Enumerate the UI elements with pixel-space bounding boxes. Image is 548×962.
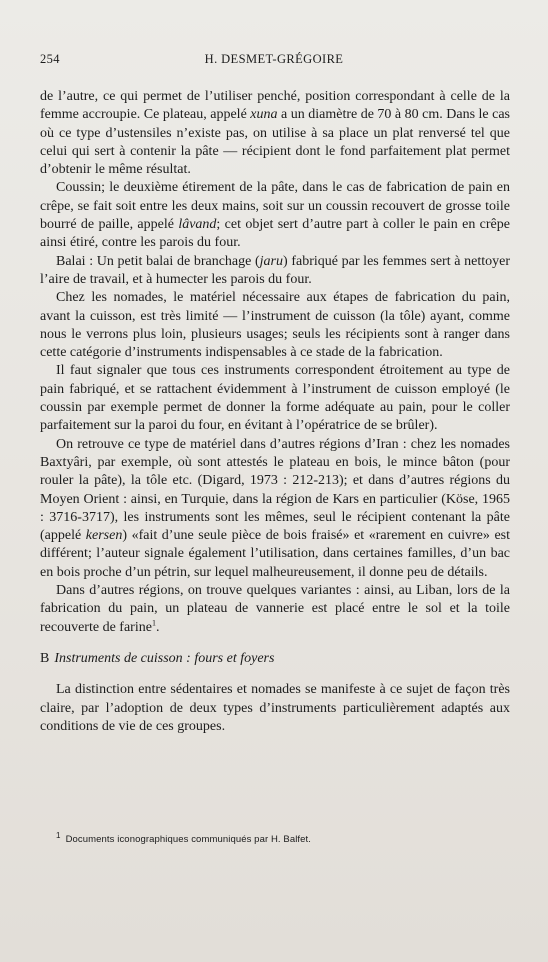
italic-term: lâvand — [178, 217, 217, 233]
page-header — [40, 52, 508, 72]
footnote-marker: 1 — [56, 830, 61, 840]
paragraph — [40, 179, 510, 252]
text-run: Coussin; le deuxième étirement de la pâte, dans le cas de fabrication de pain en crêpe, se fait soit entre les deux mains, soit sur un coussin recouvert de grosse toile bourré de paille, appelé — [40, 180, 510, 233]
text-run: ) fabriqué par les femmes sert à nettoyer l’aire de travail, et à humecter les parois du four. — [40, 253, 510, 287]
text-run: ; cet objet sert d’autre part à coller le pain en crêpe ainsi étiré, contre les parois du four. — [40, 217, 510, 251]
section-heading — [40, 650, 510, 668]
text-run: Chez les nomades, le matériel nécessaire aux étapes de fabrication du pain, avant la cuisson, est très limité — l’instrument de cuisson (la tôle) ayant, comme nous le verrons plus loin, plusieurs usages; seuls les récipients sont à ranger dans cette catégorie d’instruments indispensables à ce stade de la fabrication. — [40, 290, 510, 361]
text-run: a un diamètre de 70 à 80 cm. Dans le cas où ce type d’ustensiles n’existe pas, on utilise à sa place un plat renversé tel que celui qui sert à contenir la pâte — récipient dont le fond parfaitement plat permet d’obtenir le même résultat. — [40, 107, 510, 178]
footnote-reference: 1 — [151, 617, 156, 627]
section-letter: B — [40, 650, 50, 666]
text-run: Il faut signaler que tous ces instruments correspondent étroitement au type de pain fabriqué, et se rattachent évidemment à l’instrument de cuisson employé (le coussin par exemple permet de donner la forme adéquate au pain, pour le coller parfaitement sur la paroi du four, en évitant à l’opératrice de se brûler). — [40, 363, 510, 434]
text-run: La distinction entre sédentaires et nomades se manifeste à ce sujet de façon très claire, par l’adoption de deux types d’instruments particulièrement adaptés aux conditions de vie de ces groupes. — [40, 682, 510, 734]
page-number: 254 — [40, 52, 60, 66]
paragraph — [40, 582, 510, 637]
text-run: Dans d’autres régions, on trouve quelques variantes : ainsi, au Liban, lors de la fabrication du pain, un plateau de vannerie est placé entre le sol et la toile recouverte de farine — [40, 583, 510, 635]
paragraphs-after-heading — [40, 681, 510, 736]
paragraph — [40, 681, 510, 736]
body-text — [40, 88, 510, 736]
footnote-text: Documents iconographiques communiqués par H. Balfet. — [65, 834, 312, 845]
text-run: . — [155, 619, 160, 635]
text-run: ) «fait d’une seule pièce de bois fraisé» et «rarement en cuivre» est différent; l’auteur signale également l’utilisation, dans certaines familles, d’un bac en bois proche d’un pétrin, sur lequel malheureusement, il donne peu de détails. — [40, 528, 510, 580]
italic-term: jaru — [259, 253, 284, 269]
section-title: Instruments de cuisson : fours et foyers — [54, 650, 275, 666]
footnote — [56, 830, 508, 845]
paragraph — [40, 88, 510, 179]
running-head: H. DESMET-GRÉGOIRE — [204, 52, 344, 66]
italic-term: xuna — [250, 107, 278, 123]
text-run: Balai : Un petit balai de branchage ( — [56, 253, 260, 269]
text-run: de l’autre, ce qui permet de l’utiliser penché, position correspondant à celle de la femme accroupie. Ce plateau, appelé — [40, 89, 510, 123]
paragraph — [40, 362, 510, 435]
paragraphs-before-heading — [40, 88, 510, 637]
text-run: On retrouve ce type de matériel dans d’autres régions d’Iran : chez les nomades Baxtyâri, par exemple, où sont attestés le plateau en bois, le mince bâton (pour rouler la pâte), la tôle etc. (Digard, 1973 : 212-213); et dans d’autres régions du Moyen Orient : ainsi, en Turquie, dans la région de Kars en particulier (Köse, 1965 : 3716-3717), les instruments sont les mêmes, seul le récipient contenant la pâte (appelé — [40, 436, 510, 544]
italic-term: kersen — [85, 528, 123, 544]
paragraph — [40, 253, 510, 290]
paragraph — [40, 436, 510, 582]
paragraph — [40, 289, 510, 362]
